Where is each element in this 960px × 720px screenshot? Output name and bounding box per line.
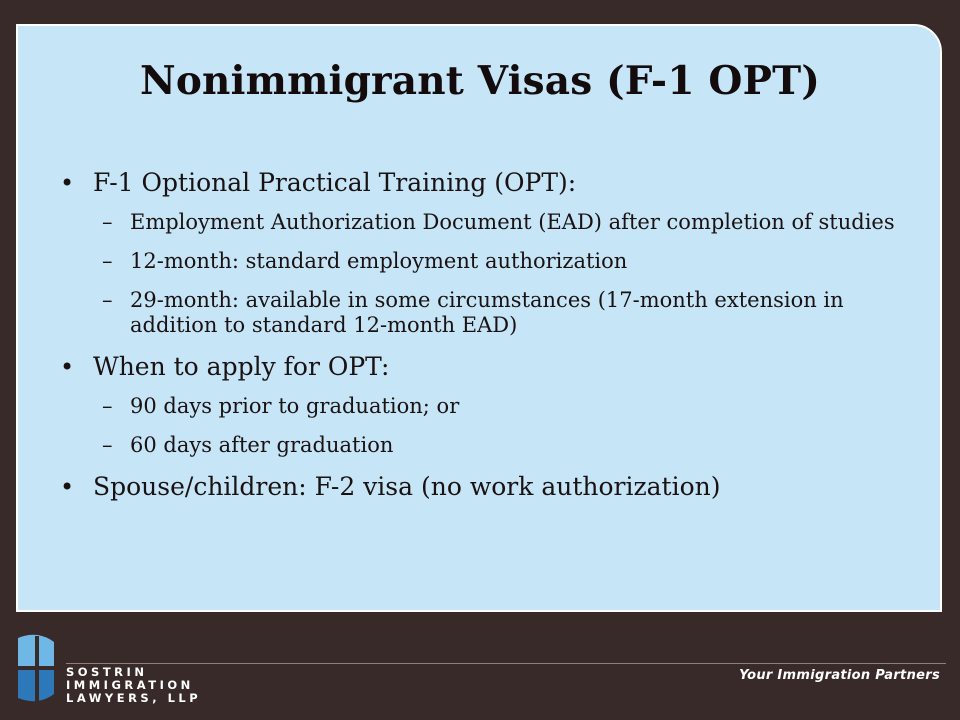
logo-horizontal-bar [16,666,58,670]
bullet-list [60,168,920,514]
dash-icon: – [102,433,113,457]
sub-bullet-text: 60 days after graduation [130,433,394,457]
bullet-item [60,168,920,198]
dash-icon: – [102,394,113,418]
sub-bullet-item [60,249,920,274]
bullet-dot-icon: • [60,353,75,381]
bullet-dot-icon: • [60,169,75,197]
bullet-text: Spouse/children: F-2 visa (no work authorization) [93,472,721,501]
firm-name [66,666,201,705]
sub-bullet-text: 12-month: standard employment authorization [130,249,628,273]
bullet-item [60,352,920,382]
footer-divider [66,663,946,664]
sub-bullet-item [60,394,920,419]
sub-bullet-item [60,433,920,458]
sub-bullet-text: 29-month: available in some circumstances (17-month extension in addition to standard 12-month EAD) [130,288,844,337]
firm-name-line: LAWYERS, LLP [66,691,202,705]
bullet-dot-icon: • [60,473,75,501]
dash-icon: – [102,210,113,234]
dash-icon: – [102,288,113,312]
sub-bullet-item [60,288,920,338]
tagline: Your Immigration Partners [739,668,940,683]
dash-icon: – [102,249,113,273]
firm-logo-icon [14,632,62,704]
sub-bullet-text: Employment Authorization Document (EAD) after completion of studies [130,210,895,234]
bullet-text: When to apply for OPT: [93,352,390,381]
sub-bullet-text: 90 days prior to graduation; or [130,394,460,418]
bullet-item [60,472,920,502]
firm-name-line: SOSTRIN [66,665,148,679]
sub-bullet-item [60,210,920,235]
slide-title: Nonimmigrant Visas (F-1 OPT) [139,58,821,104]
firm-name-line: IMMIGRATION [66,678,194,692]
bullet-text: F-1 Optional Practical Training (OPT): [93,168,577,197]
